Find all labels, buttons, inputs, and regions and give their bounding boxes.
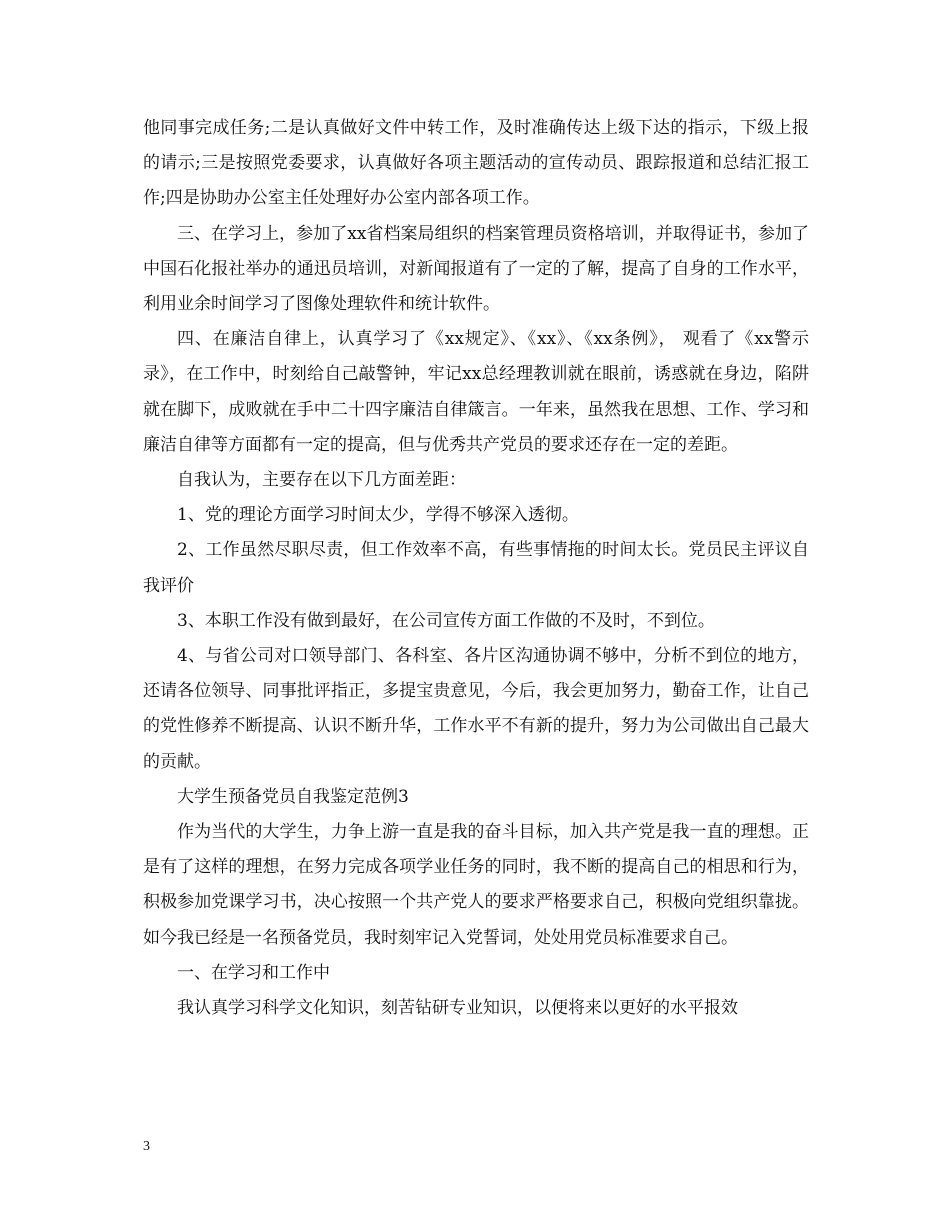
paragraph: 自我认为，主要存在以下几方面差距： [177, 470, 466, 491]
paragraph: 我认真学习科学文化知识，刻苦钻研专业知识，以便将来以更好的水平报效 [177, 998, 738, 1019]
list-item: 2、工作虽然尽职尽责，但工作效率不高，有些事情拖的时间太长。党员民主评议自我评价 [143, 540, 809, 596]
section-heading: 一、在学习和工作中 [177, 962, 330, 983]
list-item: 3、本职工作没有做到最好，在公司宣传方面工作做的不及时，不到位。 [177, 610, 715, 631]
paragraph: 三、在学习上，参加了xx省档案局组织的档案管理员资格培训，并取得证书，参加了中国石化报社举办的通迅员培训，对新闻报道有了一定的了解，提高了自身的工作水平，利用业余时间学习了图像处理软件和统计软件。 [143, 223, 809, 315]
page-number: 3 [143, 1139, 150, 1154]
section-heading: 大学生预备党员自我鉴定范例3 [177, 786, 409, 807]
paragraph: 他同事完成任务;二是认真做好文件中转工作，及时准确传达上级下达的指示，下级上报的请示;三是按照党委要求，认真做好各项主题活动的宣传动员、跟踪报道和总结汇报工作;四是协助办公室主任处理好办公室内部各项工作。 [143, 118, 809, 209]
list-item: 1、党的理论方面学习时间太少，学得不够深入透彻。 [177, 505, 579, 526]
document-body [143, 111, 809, 1026]
list-item: 4、与省公司对口领导部门、各科室、各片区沟通协调不够中，分析不到位的地方，还请各位领导、同事批评指正，多提宝贵意见，今后，我会更加努力，勤奋工作，让自己的党性修养不断提高、认识不断升华，工作水平不有新的提升，努力为公司做出自己最大的贡献。 [143, 646, 809, 772]
paragraph: 作为当代的大学生，力争上游一直是我的奋斗目标，加入共产党是我一直的理想。正是有了这样的理想，在努力完成各项学业任务的同时，我不断的提高自己的相思和行为，积极参加党课学习书，决心按照一个共产党人的要求严格要求自己，积极向党组织靠拢。如今我已经是一名预备党员，我时刻牢记入党誓词，处处用党员标准要求自己。 [143, 822, 809, 948]
paragraph: 四、在廉洁自律上，认真学习了《xx规定》、《xx》、《xx条例》， 观看了《xx警示录》，在工作中，时刻给自己敲警钟，牢记xx总经理教训就在眼前，诱惑就在身边，陷阱就在脚下，成败就在手中二十四字廉洁自律箴言。一年来，虽然我在思想、工作、学习和廉洁自律等方面都有一定的提高，但与优秀共产党员的要求还存在一定的差距。 [143, 329, 809, 455]
